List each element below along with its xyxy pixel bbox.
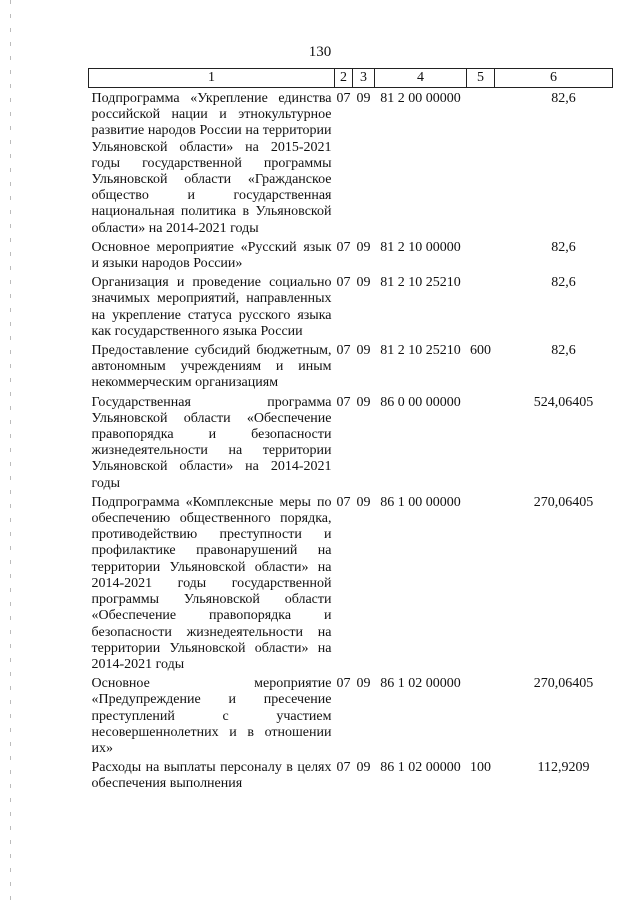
- row-section: 07: [336, 239, 351, 255]
- row-target-code: 86 0 00 00000: [380, 394, 461, 410]
- row-section: 07: [336, 91, 351, 106]
- column-header: 2: [335, 69, 353, 88]
- table-row: [89, 237, 613, 272]
- column-header: 3: [353, 69, 375, 88]
- row-amount: 82,6: [551, 91, 576, 106]
- table-row: [89, 340, 613, 392]
- row-expense-type: [467, 88, 495, 237]
- row-amount: 82,6: [551, 275, 576, 291]
- row-expense-type: 600: [470, 343, 491, 359]
- table-header-row: [89, 69, 613, 88]
- row-section: 07: [336, 494, 351, 510]
- row-amount: 82,6: [551, 343, 576, 359]
- row-expense-type: [467, 673, 495, 757]
- row-target-code: 81 2 00 00000: [380, 91, 461, 106]
- column-header: 5: [467, 69, 495, 88]
- row-expense-type: 100: [470, 760, 491, 776]
- row-section: 07: [336, 760, 351, 776]
- budget-table: [88, 68, 613, 793]
- row-target-code: 86 1 00 00000: [380, 494, 461, 510]
- row-amount: 112,9209: [537, 760, 590, 776]
- row-section: 07: [336, 676, 351, 692]
- table-row: [89, 88, 613, 237]
- table-row: [89, 492, 613, 673]
- row-expense-type: [467, 392, 495, 492]
- row-description: Организация и проведение социально значимых мероприятий, направленных на укрепление статуса русского языка как государственного языка России: [91, 275, 332, 339]
- row-amount: 524,06405: [533, 394, 594, 410]
- row-subsection: 09: [356, 676, 371, 692]
- row-description: Предоставление субсидий бюджетным, автономным учреждениям и иным некоммерческим организациям: [91, 343, 332, 391]
- row-description: Основное мероприятие «Русский язык и языки народов России»: [91, 239, 332, 272]
- column-header: 4: [375, 69, 467, 88]
- row-description: Подпрограмма «Укрепление единства российской нации и этнокультурное развитие народов России на территории Ульяновской области» на 2015-2021 годы государственной программы Ульяновской области «Гражданское общество и государственная национальная политика в Ульяновской области» на 2014-2021 годы: [91, 91, 332, 236]
- row-section: 07: [336, 275, 351, 291]
- row-target-code: 81 2 10 25210: [380, 275, 461, 291]
- table-row: [89, 272, 613, 340]
- row-amount: 82,6: [551, 239, 576, 255]
- row-expense-type: [467, 237, 495, 272]
- row-target-code: 86 1 02 00000: [380, 760, 461, 776]
- row-description: Подпрограмма «Комплексные меры по обеспечению общественного порядка, противодействию преступности и профилактике правонарушений на территории Ульяновской области» на 2014-2021 годы государственной программы Ульяновской области «Обеспечение правопорядка и безопасности жизнедеятельности на территории Ульяновской области» на 2014-2021 годы: [91, 494, 332, 672]
- table-row: [89, 757, 613, 792]
- row-section: 07: [336, 343, 351, 359]
- row-expense-type: [467, 272, 495, 340]
- row-target-code: 86 1 02 00000: [380, 676, 461, 692]
- row-target-code: 81 2 10 00000: [380, 239, 461, 255]
- page-number: 130: [308, 44, 332, 60]
- row-subsection: 09: [356, 494, 371, 510]
- row-section: 07: [336, 394, 351, 410]
- row-expense-type: [467, 492, 495, 673]
- row-subsection: 09: [356, 239, 371, 255]
- row-subsection: 09: [356, 760, 371, 776]
- row-amount: 270,06405: [533, 494, 594, 510]
- table-row: [89, 392, 613, 492]
- row-subsection: 09: [356, 275, 371, 291]
- row-amount: 270,06405: [533, 676, 594, 692]
- row-target-code: 81 2 10 25210: [380, 343, 461, 359]
- row-subsection: 09: [356, 91, 371, 106]
- column-header: 1: [89, 69, 335, 88]
- table-row: [89, 673, 613, 757]
- row-subsection: 09: [356, 394, 371, 410]
- row-description: Государственная программа Ульяновской области «Обеспечение правопорядка и безопасности жизнедеятельности на территории Ульяновской области» на 2014-2021 годы: [91, 394, 332, 491]
- row-subsection: 09: [356, 343, 371, 359]
- page-margin-line: [10, 0, 11, 905]
- column-header: 6: [495, 69, 613, 88]
- row-description: Основное мероприятие «Предупреждение и пресечение преступлений с участием несовершеннолетних и в отношении их»: [91, 676, 332, 756]
- row-description: Расходы на выплаты персоналу в целях обеспечения выполнения: [91, 760, 332, 792]
